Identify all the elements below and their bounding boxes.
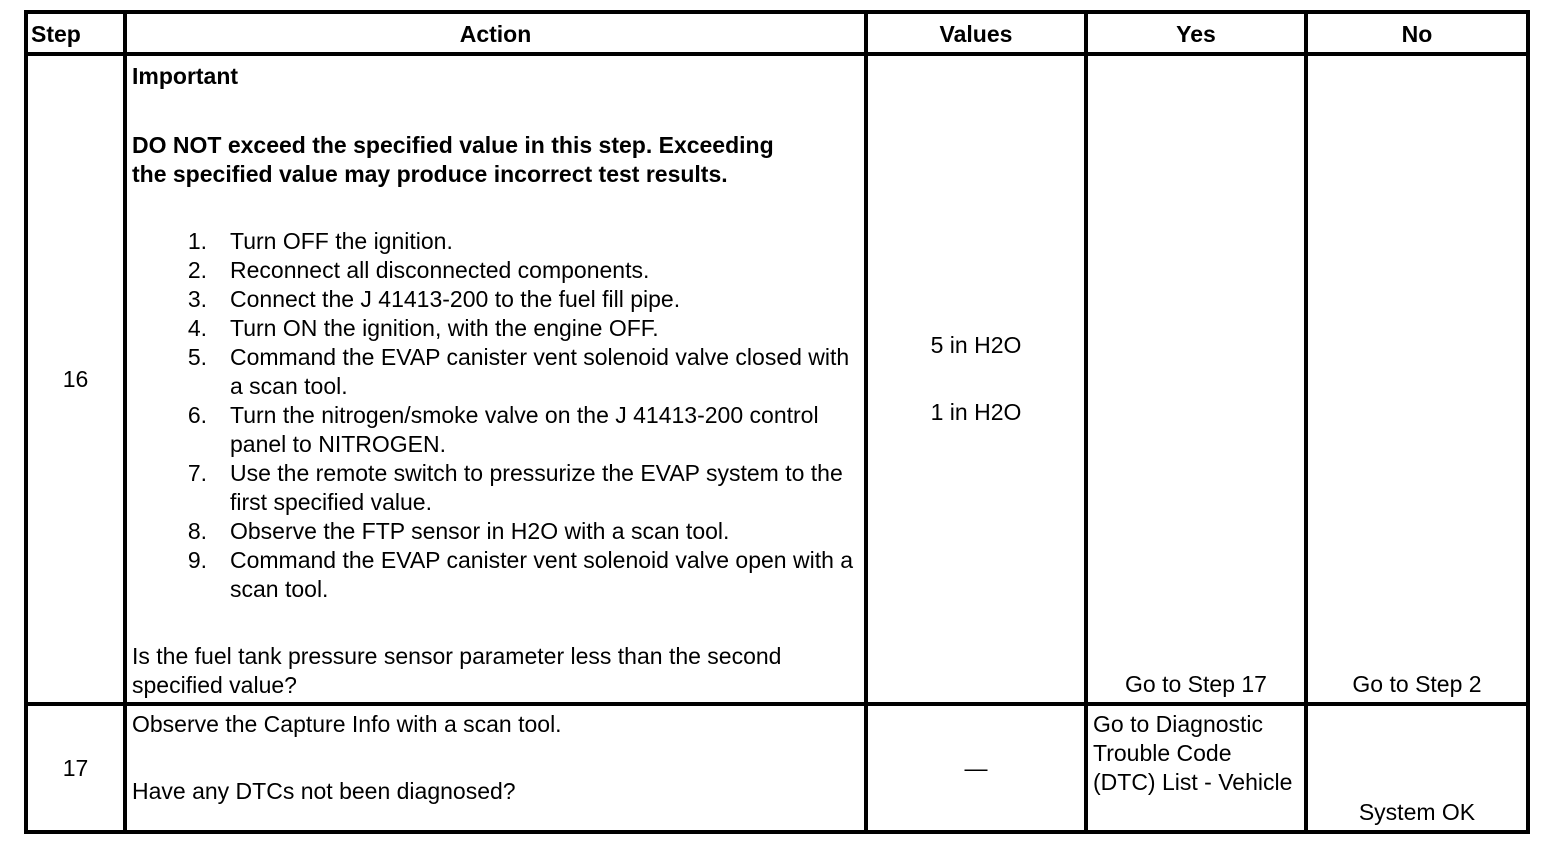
no-outcome: Go to Step 2 <box>1306 54 1528 704</box>
list-item: 1. Turn OFF the ignition. <box>187 228 453 254</box>
values-cell: — <box>866 704 1086 832</box>
header-step: Step <box>26 12 125 54</box>
list-item: 7. Use the remote switch to pressurize the EVAP system to the first specified value. <box>187 460 843 515</box>
instruction-list <box>132 227 860 604</box>
header-action: Action <box>125 12 866 54</box>
warning-line: DO NOT exceed the specified value in this step. Exceeding <box>132 132 774 158</box>
step-number: 16 <box>26 54 125 704</box>
list-item: 5. Command the EVAP canister vent solenoid valve closed with a scan tool. <box>187 344 850 399</box>
action-cell <box>125 54 866 704</box>
important-label: Important <box>132 63 239 89</box>
values-cell <box>866 54 1086 704</box>
no-outcome: System OK <box>1306 704 1528 832</box>
header-values: Values <box>866 12 1086 54</box>
question-text: Is the fuel tank pressure sensor parameter less than the second specified value? <box>132 643 782 698</box>
action-line: Observe the Capture Info with a scan tool. <box>132 711 562 737</box>
warning-line: the specified value may produce incorrect test results. <box>132 161 728 187</box>
table-row <box>26 704 1528 832</box>
list-item: 8. Observe the FTP sensor in H2O with a scan tool. <box>187 518 730 544</box>
value-second: 1 in H2O <box>930 399 1022 425</box>
header-yes: Yes <box>1086 12 1306 54</box>
list-item: 2. Reconnect all disconnected components. <box>187 257 650 283</box>
action-cell <box>125 704 866 832</box>
list-item: 4. Turn ON the ignition, with the engine OFF. <box>187 315 659 341</box>
header-row <box>26 12 1528 54</box>
list-item: 6. Turn the nitrogen/smoke valve on the J 41413-200 control panel to NITROGEN. <box>187 402 819 457</box>
question-text: Have any DTCs not been diagnosed? <box>132 778 516 804</box>
yes-outcome: Go to Diagnostic Trouble Code (DTC) List - Vehicle <box>1086 704 1306 832</box>
yes-outcome: Go to Step 17 <box>1086 54 1306 704</box>
list-item: 9. Command the EVAP canister vent solenoid valve open with a scan tool. <box>187 547 854 602</box>
warning-text <box>132 131 860 189</box>
table-row <box>26 54 1528 704</box>
step-number: 17 <box>26 704 125 832</box>
header-no: No <box>1306 12 1528 54</box>
list-item: 3. Connect the J 41413-200 to the fuel fill pipe. <box>187 286 681 312</box>
value-first: 5 in H2O <box>930 332 1022 358</box>
diagnostic-table <box>24 10 1530 834</box>
